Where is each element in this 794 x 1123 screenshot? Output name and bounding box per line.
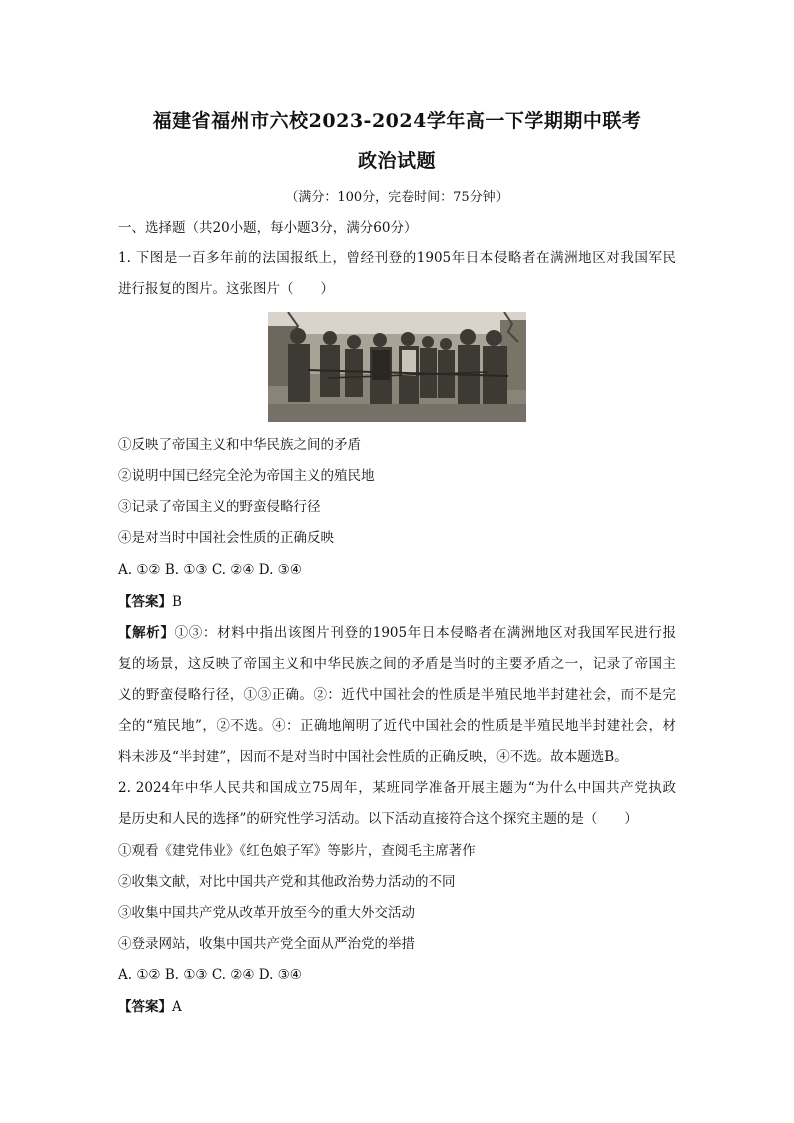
q1-analysis-line-5: 料未涉及“半封建”，因而不是对当时中国社会性质的正确反映，④不选。故本题选B。 [118,749,628,765]
answer-value: A [172,999,182,1015]
section-heading: 一、选择题（共20小题，每小题3分，满分60分） [118,220,418,236]
q1-stem-line-1: 1. 下图是一百多年前的法国报纸上，曾经刊登的1905年日本侵略者在满洲地区对我国军民 [118,250,676,266]
q1-option-1: ①反映了帝国主义和中华民族之间的矛盾 [118,437,361,453]
q1-analysis-line-4: 全的“殖民地”，②不选。④：正确地阐明了近代中国社会的性质是半殖民地半封建社会，材 [118,718,676,734]
q1-choices: A. ①② B. ①③ C. ②④ D. ③④ [118,562,302,578]
q1-analysis-line-1 [118,623,676,643]
answer-label: 【答案】 [118,999,172,1015]
document-subject-title: 政治试题 [357,150,436,172]
q2-choices: A. ①② B. ①③ C. ②④ D. ③④ [118,967,302,983]
document-title: 福建省福州市六校2023-2024学年高一下学期期中联考 [152,110,642,132]
q1-answer [118,592,182,612]
q2-option-3: ③收集中国共产党从改革开放至今的重大外交活动 [118,905,415,921]
historical-photo [268,312,526,422]
exam-info: （满分：100分，完卷时间：75分钟） [285,190,509,205]
q2-answer [118,997,182,1017]
q1-analysis-line-2: 复的场景，这反映了帝国主义和中华民族之间的矛盾是当时的主要矛盾之一，记录了帝国主 [118,656,676,672]
q1-option-3: ③记录了帝国主义的野蛮侵略行径 [118,499,321,515]
q2-stem-line-1: 2. 2024年中华人民共和国成立75周年，某班同学准备开展主题为“为什么中国共产党执政 [118,780,676,796]
q1-option-2: ②说明中国已经完全沦为帝国主义的殖民地 [118,468,375,484]
q1-option-4: ④是对当时中国社会性质的正确反映 [118,530,334,546]
q2-stem-line-2: 是历史和人民的选择”的研究性学习活动。以下活动直接符合这个探究主题的是（ ） [118,811,638,827]
analysis-text: ①③：材料中指出该图片刊登的1905年日本侵略者在满洲地区对我国军民进行报 [174,625,677,641]
q1-stem-line-2: 进行报复的图片。这张图片（ ） [118,281,334,297]
answer-label: 【答案】 [118,594,172,610]
q1-analysis-line-3: 义的野蛮侵略行径，①③正确。②：近代中国社会的性质是半殖民地半封建社会，而不是完 [118,687,676,703]
q2-option-2: ②收集文献，对比中国共产党和其他政治势力活动的不同 [118,874,456,890]
q2-option-4: ④登录网站，收集中国共产党全面从严治党的举措 [118,936,415,952]
analysis-label: 【解析】 [118,625,175,641]
q2-option-1: ①观看《建党伟业》《红色娘子军》等影片，查阅毛主席著作 [118,843,476,859]
answer-value: B [172,594,182,610]
